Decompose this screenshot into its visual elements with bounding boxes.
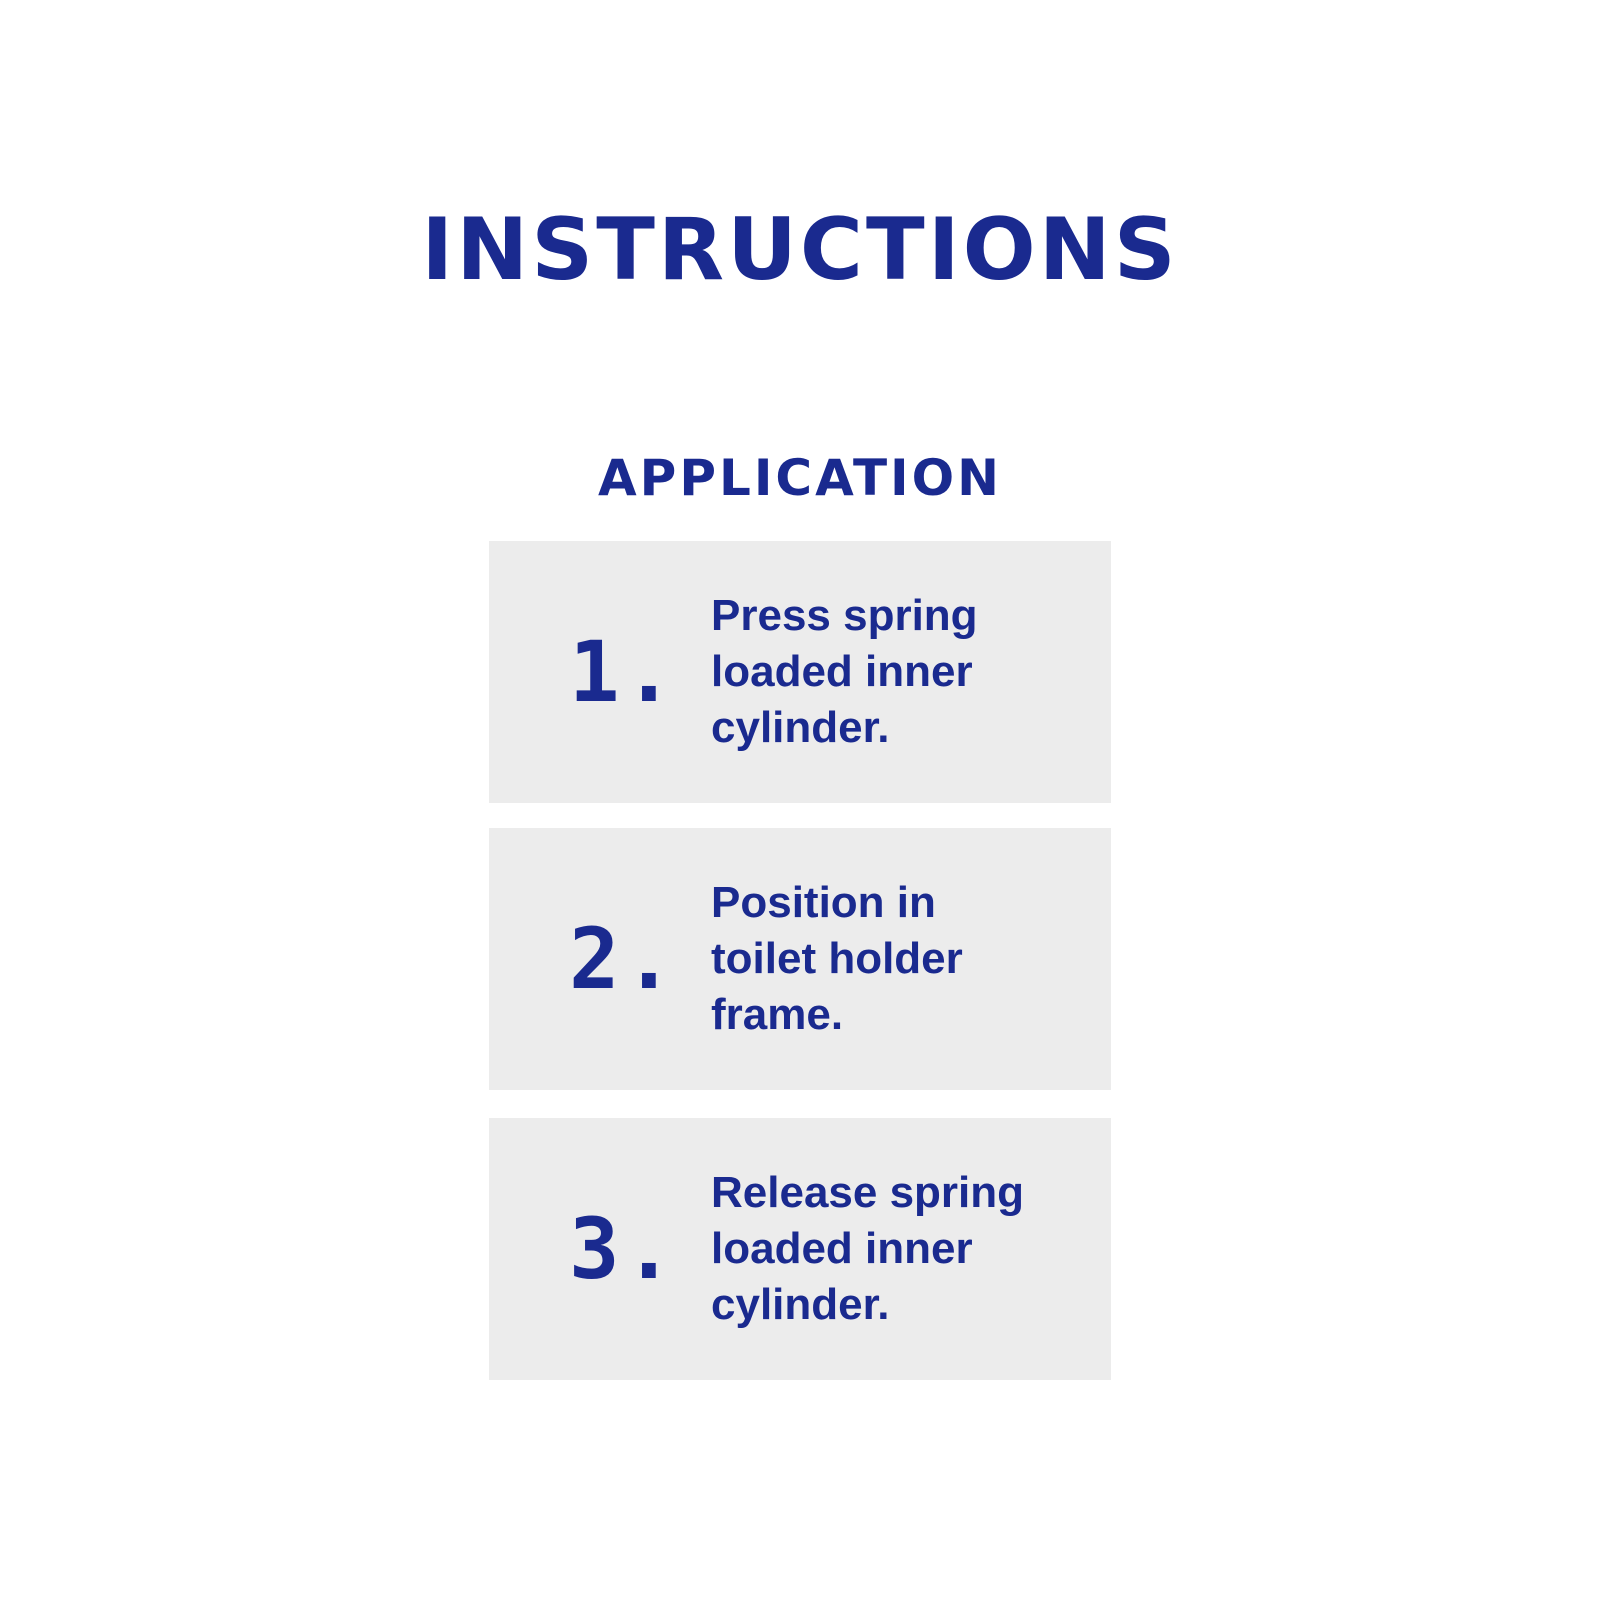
page-title: INSTRUCTIONS (421, 200, 1179, 300)
section-heading: APPLICATION (597, 449, 1003, 507)
step-number: 1. (569, 623, 679, 721)
step-text-line: Position in (711, 878, 936, 927)
step-text-line: loaded inner (711, 647, 973, 696)
step-text-line: cylinder. (711, 703, 890, 752)
step-text (711, 828, 1101, 1090)
step-text (711, 1118, 1101, 1380)
step-text-line: Release spring (711, 1168, 1025, 1217)
step-text-line: loaded inner (711, 1224, 973, 1273)
step-text-line: Press spring (711, 591, 978, 640)
step-text-line: toilet holder (711, 934, 963, 983)
step-text-line: frame. (711, 990, 844, 1039)
step-number: 3. (569, 1200, 679, 1298)
step-text (711, 541, 1101, 803)
step-card-2 (489, 828, 1111, 1090)
step-number: 2. (569, 910, 679, 1008)
step-card-3 (489, 1118, 1111, 1380)
step-text-line: cylinder. (711, 1280, 890, 1329)
step-card-1 (489, 541, 1111, 803)
